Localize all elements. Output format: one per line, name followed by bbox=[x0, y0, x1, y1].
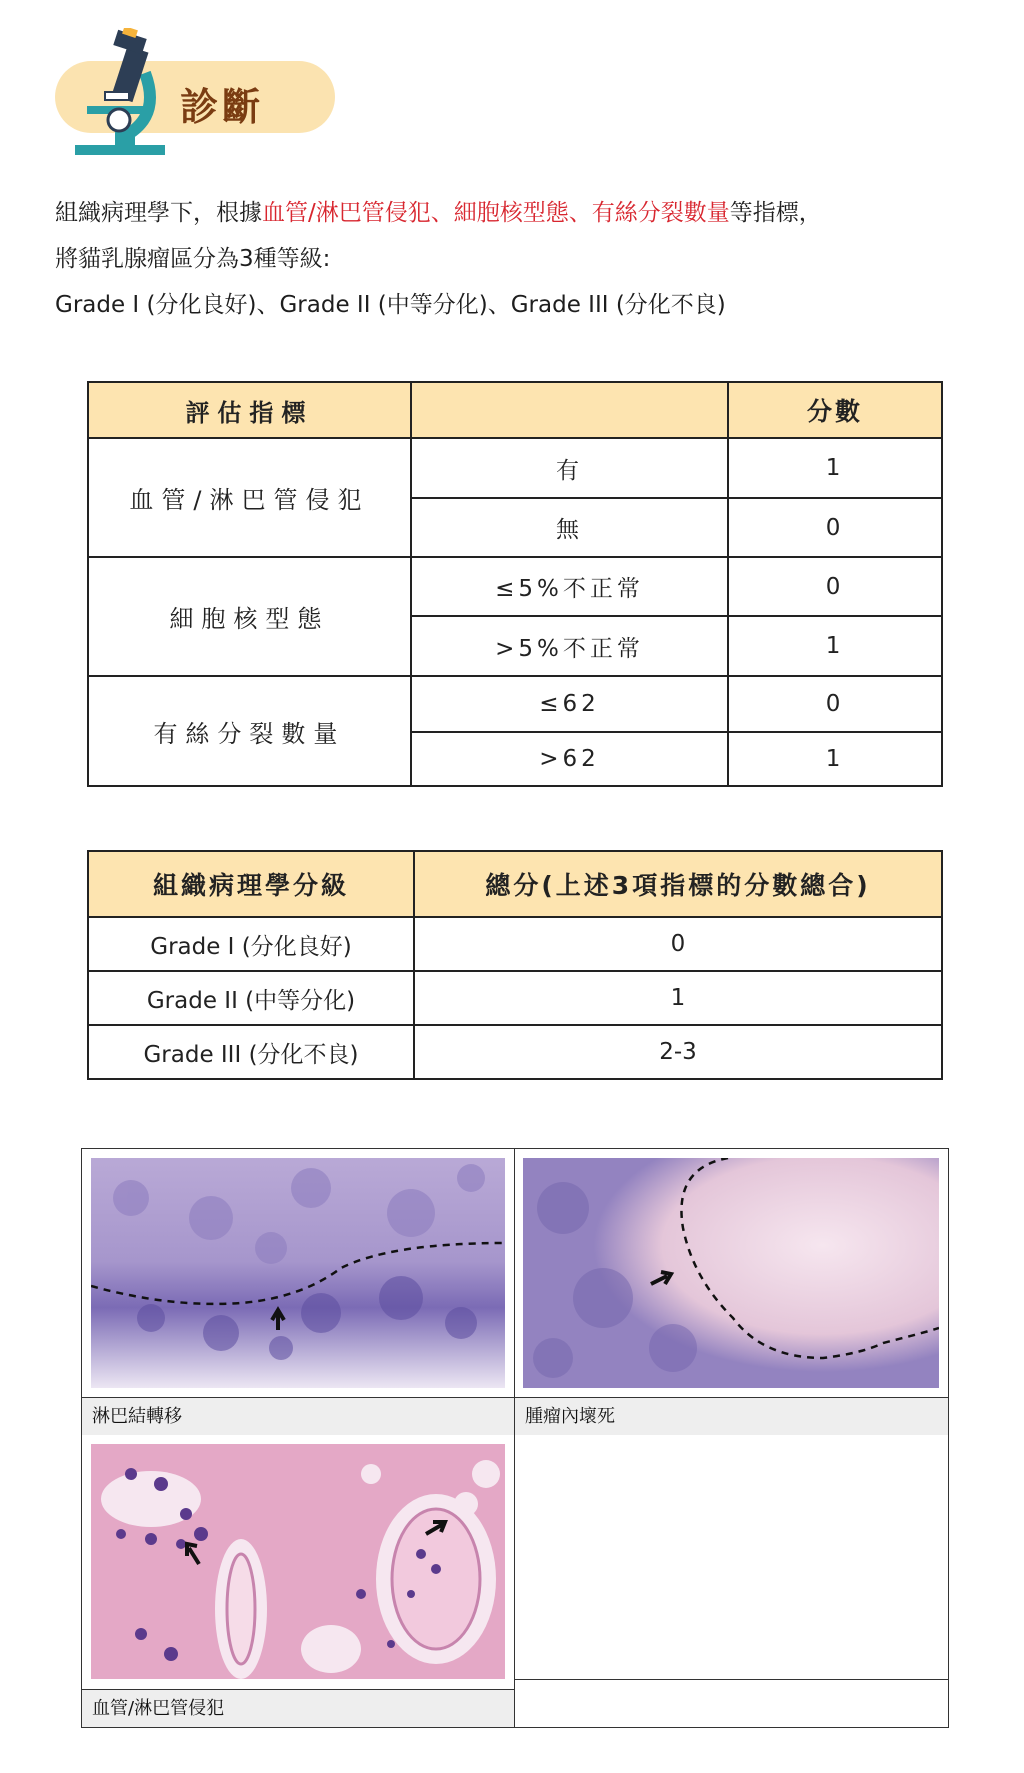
header-grade: 組織病理學分級 bbox=[88, 851, 414, 917]
histology-image-grid bbox=[81, 1148, 949, 1728]
table-row bbox=[88, 917, 942, 971]
criteria-table bbox=[87, 381, 943, 787]
grade-cell: Grade I (分化良好) bbox=[88, 917, 414, 971]
condition-cell: ≤62 bbox=[411, 676, 728, 732]
score-cell: 0 bbox=[728, 498, 942, 557]
grid-divider bbox=[514, 1149, 515, 1727]
score-cell: 1 bbox=[728, 732, 942, 786]
criterion-name: 血管/淋巴管侵犯 bbox=[88, 438, 411, 557]
section-header bbox=[55, 28, 345, 158]
header-criterion: 評估指標 bbox=[88, 382, 411, 438]
highlight-vascular: 血管/淋巴管侵犯 bbox=[262, 200, 431, 226]
grade-cell: Grade III (分化不良) bbox=[88, 1025, 414, 1079]
score-cell: 0 bbox=[728, 676, 942, 732]
page-title: 診斷 bbox=[180, 85, 265, 129]
table-row bbox=[88, 1025, 942, 1079]
intro-line-1: 組織病理學下，根據血管/淋巴管侵犯、細胞核型態、有絲分裂數量等指標， bbox=[55, 200, 822, 226]
table-row bbox=[88, 557, 942, 616]
header-score: 分數 bbox=[728, 382, 942, 438]
lymph-node-metastasis-image bbox=[91, 1158, 505, 1388]
criterion-name: 有絲分裂數量 bbox=[88, 676, 411, 786]
highlight-nuclear: 細胞核型態 bbox=[453, 200, 569, 226]
highlight-mitosis: 有絲分裂數量 bbox=[591, 200, 730, 226]
condition-cell: >62 bbox=[411, 732, 728, 786]
tumor-necrosis-image bbox=[523, 1158, 939, 1388]
condition-cell: >5%不正常 bbox=[411, 616, 728, 676]
image-caption: 淋巴結轉移 bbox=[82, 1397, 514, 1435]
intro-paragraph bbox=[55, 190, 985, 328]
header-blank bbox=[411, 382, 728, 438]
total-cell: 0 bbox=[414, 917, 942, 971]
total-cell: 2-3 bbox=[414, 1025, 942, 1079]
grade-cell: Grade II (中等分化) bbox=[88, 971, 414, 1025]
score-cell: 1 bbox=[728, 438, 942, 498]
score-cell: 1 bbox=[728, 616, 942, 676]
criteria-header-row bbox=[88, 382, 942, 438]
grade-table bbox=[87, 850, 943, 1080]
grade-header-row bbox=[88, 851, 942, 917]
total-cell: 1 bbox=[414, 971, 942, 1025]
image-caption: 腫瘤內壞死 bbox=[515, 1397, 948, 1435]
table-row bbox=[88, 971, 942, 1025]
intro-line-2: 將貓乳腺瘤區分為3種等級: bbox=[55, 246, 331, 272]
intro-line-3: Grade I (分化良好)、Grade II (中等分化)、Grade III (分化不良) bbox=[55, 292, 726, 318]
criterion-name: 細胞核型態 bbox=[88, 557, 411, 676]
score-cell: 0 bbox=[728, 557, 942, 616]
vascular-invasion-image bbox=[91, 1444, 505, 1679]
grid-divider bbox=[515, 1679, 948, 1680]
image-caption: 血管/淋巴管侵犯 bbox=[82, 1689, 514, 1727]
table-row bbox=[88, 438, 942, 498]
microscope-icon bbox=[75, 28, 175, 158]
condition-cell: 無 bbox=[411, 498, 728, 557]
table-row bbox=[88, 676, 942, 732]
header-total: 總分(上述3項指標的分數總合) bbox=[414, 851, 942, 917]
condition-cell: 有 bbox=[411, 438, 728, 498]
condition-cell: ≤5%不正常 bbox=[411, 557, 728, 616]
